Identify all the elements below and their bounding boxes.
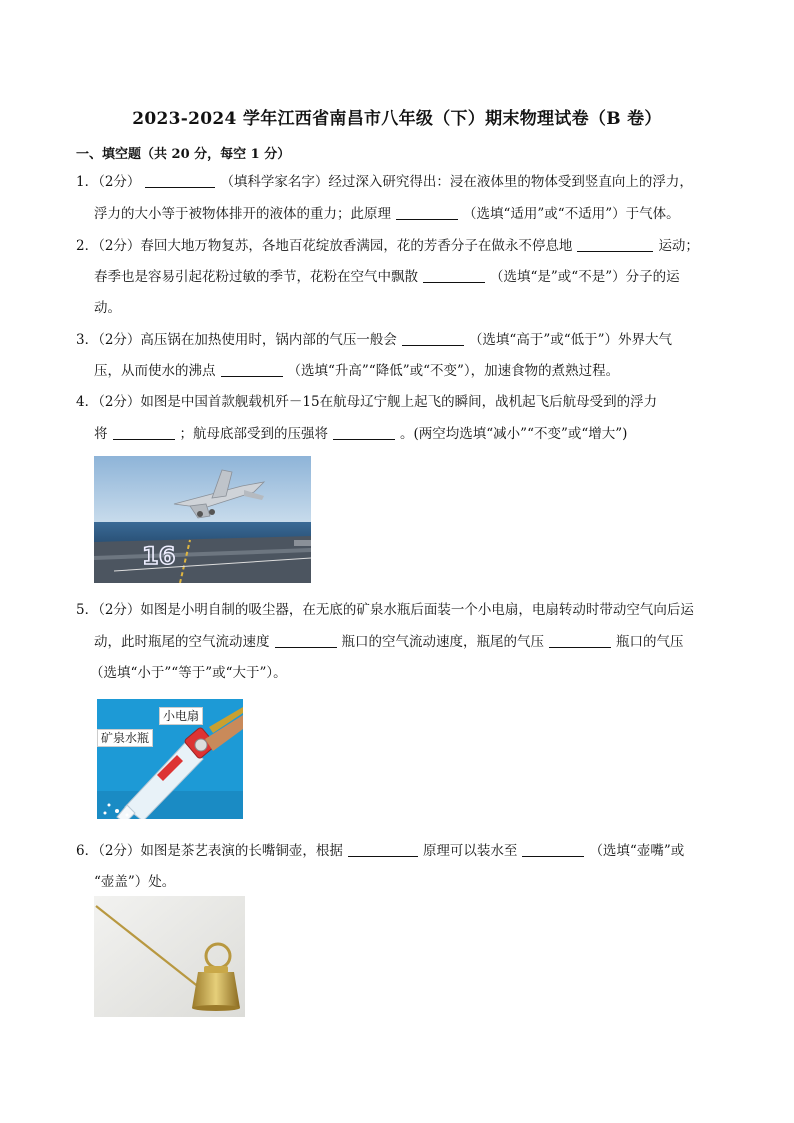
section-heading: 一、填空题（共 20 分，每空 1 分） <box>76 147 291 162</box>
answer-blank[interactable] <box>221 362 283 377</box>
question-2-text: 春季也是容易引起花粉过敏的季节，花粉在空气中飘散 <box>94 269 418 285</box>
question-1-line-1 <box>76 172 693 192</box>
bottle-label: 矿泉水瓶 <box>97 729 153 747</box>
question-3-text: 3．（2分）高压锅在加热使用时，锅内部的气压一般会 <box>76 332 397 348</box>
question-5-line-3 <box>90 663 287 683</box>
question-2-text: 动。 <box>94 300 121 316</box>
question-3-text: （选填“升高”“降低”或“不变”），加速食物的煮熟过程。 <box>287 363 620 379</box>
question-5-line-1 <box>76 600 694 620</box>
question-3-text: 压，从而使水的沸点 <box>94 363 216 379</box>
question-5-text: 动，此时瓶尾的空气流动速度 <box>94 634 270 650</box>
answer-blank[interactable] <box>549 633 611 648</box>
answer-blank[interactable] <box>423 268 485 283</box>
question-1-text: （填科学家名字）经过深入研究得出：浸在液体里的物体受到竖直向上的浮力， <box>220 174 693 190</box>
answer-blank[interactable] <box>522 842 584 857</box>
answer-blank[interactable] <box>577 237 653 252</box>
question-5-text: 瓶口的气压 <box>616 634 684 650</box>
question-3-text: （选填“高于”或“低于”）外界大气 <box>468 332 673 348</box>
carrier-jet-illustration <box>94 456 311 583</box>
question-1-line-2 <box>94 204 680 224</box>
question-6-text: “壶盖”）处。 <box>94 874 176 890</box>
question-4-line-2 <box>94 424 627 444</box>
question-6-line-2 <box>94 872 175 892</box>
question-4-text: ；航母底部受到的压强将 <box>179 426 328 442</box>
question-3-line-1 <box>76 330 672 350</box>
question-1-number: 1．（2分） <box>76 174 141 190</box>
question-4-text: 4．（2分）如图是中国首款舰载机歼－15在航母辽宁舰上起飞的瞬间，战机起飞后航母受到的浮力 <box>76 394 658 410</box>
question-4-line-1 <box>76 392 657 412</box>
question-2-line-1 <box>76 236 699 256</box>
question-3-line-2 <box>94 361 619 381</box>
carrier-jet-image <box>94 456 311 583</box>
deck-number: 16 <box>142 542 176 570</box>
teapot-image <box>94 896 245 1017</box>
teapot-illustration <box>94 896 245 1017</box>
answer-blank[interactable] <box>396 205 458 220</box>
question-2-line-3 <box>94 298 121 318</box>
answer-blank[interactable] <box>348 842 418 857</box>
question-5-text: 5．（2分）如图是小明自制的吸尘器，在无底的矿泉水瓶后面装一个小电扇，电扇转动时带动空气向后运 <box>76 602 694 618</box>
question-5-line-2 <box>94 632 684 652</box>
question-6-line-1 <box>76 841 684 861</box>
question-5-text: （选填“小于”“等于”或“大于”）。 <box>90 665 287 681</box>
answer-blank[interactable] <box>402 331 464 346</box>
question-2-text: （选填“是”或“不是”）分子的运 <box>490 269 680 285</box>
answer-blank[interactable] <box>113 425 175 440</box>
question-5-text: 瓶口的空气流动速度，瓶尾的气压 <box>341 634 544 650</box>
question-6-text: （选填“壶嘴”或 <box>589 843 685 859</box>
vacuum-image <box>97 699 243 819</box>
question-6-text: 原理可以装水至 <box>422 843 518 859</box>
page-title: 2023-2024 学年江西省南昌市八年级（下）期末物理试卷（B 卷） <box>132 109 662 129</box>
question-4-text: 。(两空均选填“减小”“不变”或“增大”) <box>400 426 628 442</box>
question-2-text: 2．（2分）春回大地万物复苏，各地百花绽放香满园，花的芳香分子在做永不停息地 <box>76 238 573 254</box>
question-1-text: 浮力的大小等于被物体排开的液体的重力；此原理 <box>94 206 391 222</box>
question-2-text: 运动； <box>658 238 699 254</box>
answer-blank[interactable] <box>333 425 395 440</box>
question-6-text: 6．（2分）如图是茶艺表演的长嘴铜壶，根据 <box>76 843 343 859</box>
question-1-text: （选填“适用”或“不适用”）于气体。 <box>463 206 680 222</box>
answer-blank[interactable] <box>145 173 215 188</box>
fan-label: 小电扇 <box>159 707 203 725</box>
answer-blank[interactable] <box>275 633 337 648</box>
question-4-text: 将 <box>94 426 108 442</box>
question-2-line-2 <box>94 267 680 287</box>
